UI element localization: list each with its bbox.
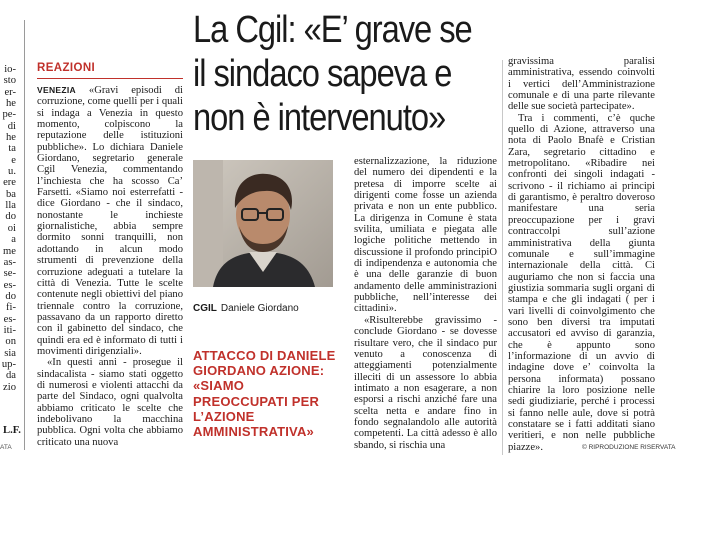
left-fragment-line: se- — [3, 268, 16, 280]
left-fragment-line: do — [5, 211, 16, 223]
article-column-1 — [37, 85, 183, 448]
col3-paragraph-2: «Risulterebbe gravissimo - conclude Giordano - se dovesse risultare vero, che il sindaco pur venuto a conoscenza di atteggiamenti potenzialmente illeciti di un assessore lo abbia intimato a non esagerare, a non esporsi a rischi anziché fare una scelta netta e andare fino in fondo segnalandolo alle autorità competenti. La città adesso è allo sbando, si rischia una — [354, 314, 497, 451]
caption-label: CGIL — [193, 303, 217, 314]
left-fragment-line: di — [7, 120, 16, 132]
copyright-notice: © RIPRODUZIONE RISERVATA — [582, 444, 676, 451]
article-column-4 — [508, 56, 655, 453]
left-fragment-line: pe- — [2, 109, 16, 121]
col1-paragraph-2: «In questi anni - prosegue il sindacalista - siamo stati oggetto di numerosi e violenti attacchi da parte del Sindaco, ogni qualvolta abbiamo criticato le scelte che indebolivano la macchina pubblica. Ogni volta che abbiamo criticato una nuova — [37, 357, 183, 448]
left-fragment-line: ba — [6, 188, 16, 200]
left-fragment-line: he — [6, 98, 16, 110]
headline-line-1: La Cgil: «E’ grave se — [193, 9, 472, 51]
left-fragment-line: a — [11, 234, 16, 246]
col4-paragraph-1: gravissima paralisi amministrativa, essendo coinvolti i vertici dell’Amministrazione comunale e di una parte rilevante delle sue società partecipate». — [508, 56, 655, 113]
left-fragment-line: sto — [3, 75, 16, 87]
left-fragment-line: u. — [8, 166, 16, 178]
left-fragment-line: da — [6, 370, 16, 382]
left-fragment-line: oi — [7, 222, 16, 234]
left-fragment-line: sia — [4, 347, 16, 359]
left-fragment-line: as- — [3, 256, 16, 268]
section-rule — [37, 78, 183, 79]
left-fragment-line: zio — [3, 381, 16, 393]
left-small-text: ATA — [0, 444, 12, 451]
col1-paragraph-1: «Gravi episodi di corruzione, come quelli per i quali si indaga a Venezia in questo momento, colpiscono la reputazione delle istituzioni pubbliche». Lo dichiara Daniele Giordano, segretario generale Cgil Venezia, commentando l’inchiesta che ha scosso Ca’ Farsetti. «Siamo noi esterrefatti - dice Giordano - che il sindaco, nonostante le inchieste giornalistiche, abbia sempre dormito sonni tranquilli, non adottando in alcun modo strumenti di prevenzione della corruzione adeguati a tutelare la città di Venezia. Tutte le scelte contenute negli obiettivi del piano triennale contro la corruzione, passavano da un rapporto diretto con il gabinetto del sindaco, che quindi era ed è informato di tutti i movimenti dirigenziali». — [37, 85, 183, 357]
left-fragment-line: lla — [5, 200, 16, 212]
col4-paragraph-2: Tra i commenti, c’è quche quello di Azione, attraverso una nota di Paolo Bnafè e Cristian Zara, segretario cittadino e metropolitano. «Ribadire nei confronti dei singoli indagati - scrivono - il richiamo ai principi di garantismo, è peraltro doveroso manifestare una seria preoccupazione per i gravi contraccolpi sull’azione amministrativa della giunta comunale e sull’immagine internazionale della città. Ci auguriamo che non si faccia una giustizia sommaria sugli organi di stampa e che gli indagati ( per i vari livelli di coinvolgimento che sono ben diversi tra imputati accusatori ed avviso di garanzia, che è appunto sono l’informazione di un avvio di indagine dove e’ coinvolta la persona informata) possano chiarire la loro posizione nelle sedi giudiziarie, perché i processi si fanno nelle aule, dove si potrà constatare se i fatti additati siano veritieri, e non nelle pubbliche piazze». — [508, 112, 655, 453]
left-fragment-line: ere — [3, 177, 16, 189]
column-divider-right — [502, 60, 503, 455]
headline-line-2: il sindaco sapeva e — [193, 53, 452, 95]
dateline: VENEZIA — [37, 85, 76, 95]
left-fragment-line: iti- — [3, 324, 16, 336]
left-signature: L.F. — [3, 425, 21, 436]
headline-line-3: non è intervenuto» — [193, 97, 446, 139]
left-fragment-line: io- — [4, 64, 16, 75]
caption-name: Daniele Giordano — [220, 303, 299, 314]
headline — [193, 8, 472, 140]
left-fragment-line: me — [3, 245, 16, 257]
left-fragment-line: fi- — [6, 302, 16, 314]
pull-quote: ATTACCO DI DANIELE GIORDANO AZIONE: «SIAMO PREOCCUPATI PER L’AZIONE AMMINISTRATIVA» — [193, 348, 336, 440]
left-fragment-line: on — [5, 336, 16, 348]
left-fragment-line: er- — [4, 86, 16, 98]
left-fragment-line: he — [6, 132, 16, 144]
left-fragment-column — [0, 64, 16, 393]
column-divider — [24, 20, 25, 450]
portrait-photo — [193, 160, 333, 287]
left-fragment-line: es- — [3, 279, 16, 291]
section-label: REAZIONI — [37, 62, 96, 74]
photo-caption — [193, 303, 299, 314]
article-column-3 — [354, 156, 497, 451]
left-fragment-line: es- — [3, 313, 16, 325]
col3-paragraph-1: esternalizzazione, la riduzione del numero dei dipendenti e la pretesa di imporre scelte ai dirigenti come fosse un azienda privata e non un ente pubblico. La dirigenza in Comune è stata svilita, umiliata e piegata alle logiche politiche mettendo in discussione il profondo principiO di indipendenza e autonomia che è una delle garanzie di buon andamento delle amministrazioni pubbliche, nell’interesse dei cittadini». — [354, 156, 497, 315]
left-fragment-line: do — [5, 290, 16, 302]
left-fragment-line: e — [11, 154, 16, 166]
left-fragment-line: ta — [8, 143, 16, 155]
left-fragment-line: up- — [1, 358, 16, 370]
